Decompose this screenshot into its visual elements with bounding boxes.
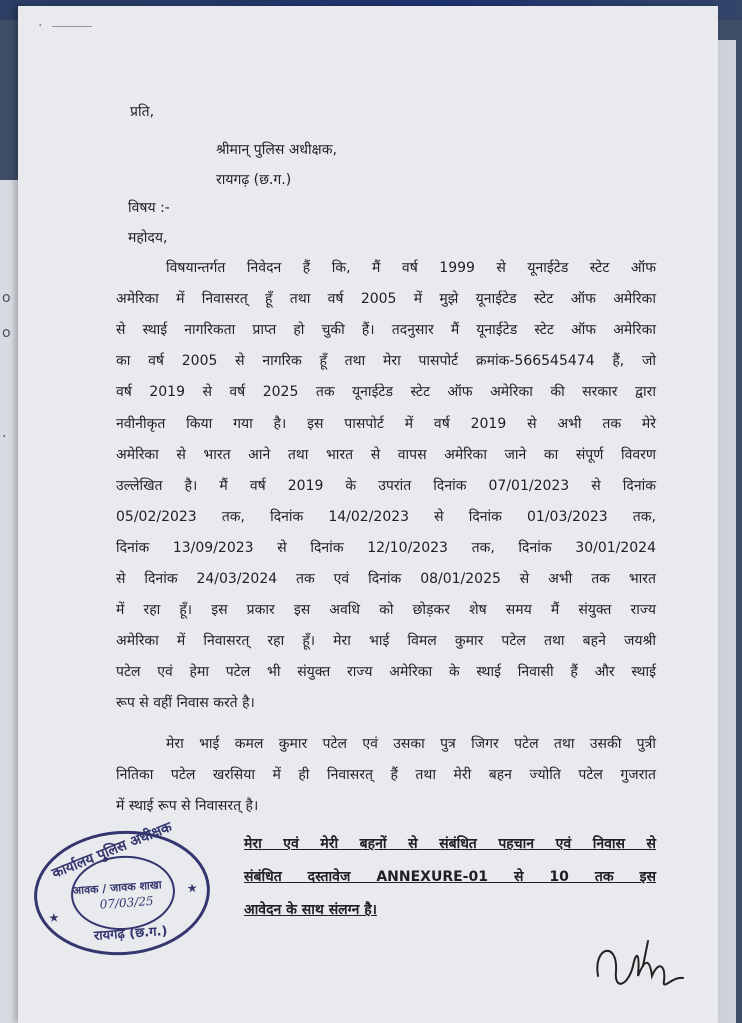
greeting: महोदय,: [128, 230, 168, 246]
paragraph-line: का वर्ष 2005 से नागरिक हूँ तथा मेरा पासपोर्ट क्रमांक-566545474 हैं, जो: [116, 353, 656, 370]
edge-mark: o: [2, 290, 11, 306]
recipient-title: श्रीमान् पुलिस अधीक्षक,: [216, 142, 337, 158]
stamp-bottom-text: रायगढ़ (छ.ग.): [93, 923, 168, 945]
edge-mark: .: [2, 425, 7, 441]
paragraph-line: विषयान्तर्गत निवेदन हैं कि, मैं वर्ष 1999 से यूनाईटेड स्टेट ऑफ: [166, 260, 656, 276]
paragraph-line: नवीनीकृत किया गया है। इस पासपोर्ट में वर्ष 2019 से अभी तक मेरे: [116, 415, 656, 432]
paragraph-line: मेरा एवं मेरी बहनों से संबंधित पहचान एवं निवास से: [244, 836, 656, 852]
paragraph-line: अमेरिका में निवासरत् रहा हूँ। मेरा भाई विमल कुमार पटेल तथा बहने जयश्री: [116, 633, 656, 650]
paragraph-line: में स्थाई रूप से निवासरत् है।: [116, 798, 259, 814]
paragraph-line: में रहा हूँ। इस प्रकार इस अवधि को छोड़कर शेष समय मैं संयुक्त राज्य: [116, 602, 656, 619]
paragraph-line: से स्थाई नागरिकता प्राप्त हो चुकी हैं। तदनुसार मैं यूनाईटेड स्टेट ऑफ अमेरिका: [116, 322, 656, 339]
paragraph-line: नितिका पटेल खरसिया में ही निवासरत् हैं तथा मेरी बहन ज्योति पटेल गुजरात: [116, 767, 656, 783]
paragraph-line: रूप से वहीं निवास करते है।: [116, 695, 255, 712]
signature: [588, 936, 688, 996]
salutation-to: प्रति,: [130, 104, 155, 120]
paragraph-line: अमेरिका से भारत आने तथा भारत से वापस अमेरिका जाने का संपूर्ण विवरण: [116, 446, 656, 463]
paragraph-line: पटेल एवं हेमा पटेल भी संयुक्त राज्य अमेरिका के स्थाई निवासी हैं और स्थाई: [116, 664, 656, 681]
recipient-place: रायगढ़ (छ.ग.): [216, 172, 292, 188]
paragraph-line: वर्ष 2019 से वर्ष 2025 तक यूनाईटेड स्टेट ऑफ अमेरिका की सरकार द्वारा: [116, 384, 656, 401]
stamp-star-icon: ★: [186, 880, 199, 896]
stamp-date: 07/03/25: [99, 893, 155, 912]
paragraph-line: आवेदन के साथ संलग्न है।: [244, 902, 377, 918]
stamp-star-icon: ★: [48, 910, 60, 926]
paragraph-line: उल्लेखित है। मैं वर्ष 2019 के उपरांत दिनांक 07/01/2023 से दिनांक: [116, 477, 656, 494]
paragraph-line: से दिनांक 24/03/2024 तक एवं दिनांक 08/01/2025 से अभी तक भारत: [116, 571, 656, 587]
subject-label: विषय :-: [128, 200, 170, 216]
stamp-middle-text: आवक / जावक शाखा: [72, 878, 163, 898]
paragraph-line: दिनांक 13/09/2023 से दिनांक 12/10/2023 तक, दिनांक 30/01/2024: [116, 539, 656, 556]
paragraph-line: मेरा भाई कमल कुमार पटेल एवं उसका पुत्र जिगर पटेल तथा उसकी पुत्री: [166, 736, 656, 752]
edge-mark: o: [2, 325, 11, 341]
paragraph-line: संबंधित दस्तावेज ANNEXURE-01 से 10 तक इस: [244, 869, 656, 885]
paragraph-line: अमेरिका में निवासरत् हूँ तथा वर्ष 2005 में मुझे यूनाईटेड स्टेट ऑफ अमेरिका: [116, 291, 656, 308]
stamp-top-text: कार्यालय पुलिस अधीक्षक: [49, 819, 175, 882]
corner-scribble: ·: [38, 18, 92, 34]
office-stamp: [30, 819, 214, 961]
paragraph-line: 05/02/2023 तक, दिनांक 14/02/2023 से दिनांक 01/03/2023 तक,: [116, 508, 656, 525]
letter-page: [18, 6, 718, 1023]
